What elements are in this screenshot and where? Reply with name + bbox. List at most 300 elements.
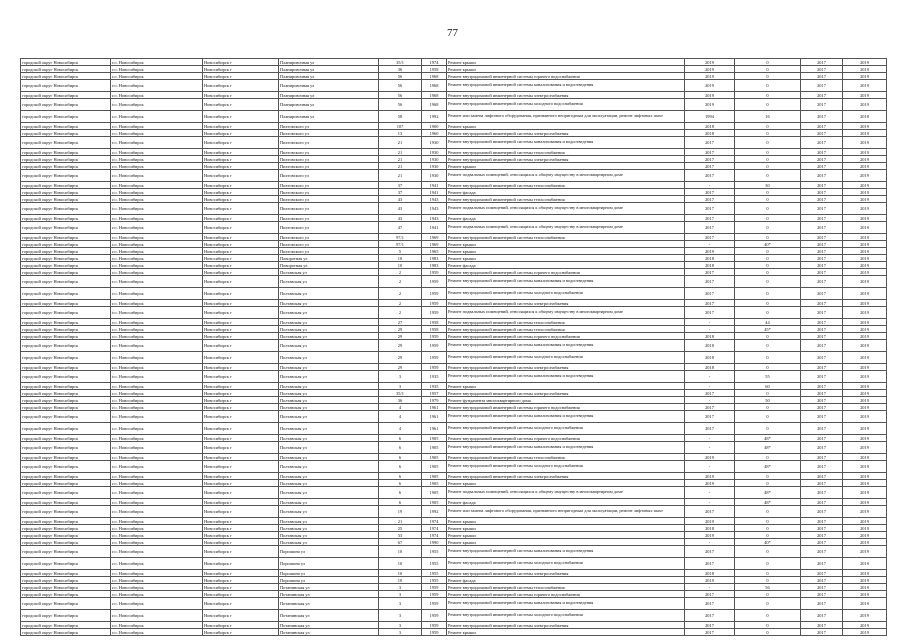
table-cell-plan-from: - [685, 435, 735, 442]
table-cell-district: городской округ Новосибирск [21, 598, 111, 610]
table-cell-city: Новосибирск г [203, 622, 279, 629]
table-cell-settlement: г.о. Новосибирск [111, 364, 203, 371]
table-cell-year: 1959 [422, 591, 447, 598]
table-row [21, 383, 887, 390]
table-cell-to: 2019 [843, 300, 887, 307]
table-cell-cost: 0 [735, 300, 801, 307]
table-row [21, 66, 887, 73]
table-cell-district: городской округ Новосибирск [21, 66, 111, 73]
table-cell-district: городской округ Новосибирск [21, 423, 111, 435]
table-row [21, 92, 887, 99]
table-cell-from: 2017 [801, 591, 843, 598]
table-cell-settlement: г.о. Новосибирск [111, 307, 203, 319]
table-cell-from: 2017 [801, 203, 843, 215]
table-cell-to: 2019 [843, 610, 887, 622]
table-cell-year: 1979 [422, 397, 447, 404]
table-cell-house: 2 [379, 276, 422, 288]
table-cell-work: Ремонт крыши [447, 241, 685, 248]
table-cell-year: 1992 [422, 111, 447, 123]
table-cell-street: Полтавская ул [279, 307, 379, 319]
table-cell-street: Потанинская ул [279, 629, 379, 636]
table-cell-district: городской округ Новосибирск [21, 149, 111, 156]
table-cell-from: 2017 [801, 248, 843, 255]
table-cell-street: Пихтовского ул [279, 222, 379, 234]
table-row [21, 59, 887, 66]
table-cell-to: 2019 [843, 59, 887, 66]
table-cell-city: Новосибирск г [203, 364, 279, 371]
table-cell-city: Новосибирск г [203, 248, 279, 255]
table-cell-year: 1958 [422, 326, 447, 333]
table-cell-from: 2017 [801, 435, 843, 442]
table-cell-year: 1983 [422, 255, 447, 262]
table-body [21, 59, 887, 636]
table-cell-settlement: г.о. Новосибирск [111, 371, 203, 383]
table-cell-from: 2017 [801, 99, 843, 111]
table-cell-street: Пихтовского ул [279, 196, 379, 203]
table-cell-city: Новосибирск г [203, 300, 279, 307]
table-cell-from: 2017 [801, 480, 843, 487]
table-cell-city: Новосибирск г [203, 570, 279, 577]
table-cell-work: Ремонт внутридомовой инженерной системы электроснабжения [447, 473, 685, 480]
table-cell-to: 2019 [843, 234, 887, 241]
table-row [21, 629, 887, 636]
table-cell-from: 2017 [801, 473, 843, 480]
table-cell-to: 2019 [843, 435, 887, 442]
table-cell-street: Пихтовского ул [279, 123, 379, 130]
table-cell-settlement: г.о. Новосибирск [111, 130, 203, 137]
table-cell-year: 1930 [422, 170, 447, 182]
table-cell-cost: 0 [735, 215, 801, 222]
table-cell-plan-from: 2018 [685, 364, 735, 371]
table-cell-settlement: г.о. Новосибирск [111, 584, 203, 591]
table-cell-from: 2017 [801, 189, 843, 196]
table-cell-district: городской округ Новосибирск [21, 269, 111, 276]
table-cell-district: городской округ Новосибирск [21, 487, 111, 499]
table-cell-cost: 0 [735, 262, 801, 269]
table-cell-from: 2017 [801, 546, 843, 558]
table-cell-from: 2017 [801, 499, 843, 506]
table-cell-plan-from: 2019 [685, 480, 735, 487]
table-cell-district: городской округ Новосибирск [21, 182, 111, 189]
table-cell-plan-from: 2017 [685, 404, 735, 411]
table-cell-house: 3 [379, 383, 422, 390]
table-cell-from: 2017 [801, 319, 843, 326]
table-cell-work: Ремонт внутридомовой инженерной системы канализования и водоотведения [447, 598, 685, 610]
table-cell-cost: 0 [735, 532, 801, 539]
table-cell-district: городской округ Новосибирск [21, 222, 111, 234]
table-cell-district: городской округ Новосибирск [21, 525, 111, 532]
table-cell-from: 2017 [801, 163, 843, 170]
table-cell-district: городской округ Новосибирск [21, 215, 111, 222]
table-cell-plan-from: 2017 [685, 276, 735, 288]
table-cell-from: 2017 [801, 610, 843, 622]
table-cell-to: 2019 [843, 73, 887, 80]
table-cell-year: 1955 [422, 558, 447, 570]
table-cell-work: Ремонт внутридомовой инженерной системы канализования и водоотведения [447, 546, 685, 558]
table-cell-plan-from: - [685, 383, 735, 390]
table-cell-district: городской округ Новосибирск [21, 241, 111, 248]
table-cell-year: 1969 [422, 241, 447, 248]
table-cell-from: 2017 [801, 156, 843, 163]
table-cell-cost: 0 [735, 473, 801, 480]
table-cell-from: 2017 [801, 622, 843, 629]
table-cell-house: 10 [379, 262, 422, 269]
table-cell-from: 2017 [801, 352, 843, 364]
table-cell-cost: 0 [735, 149, 801, 156]
table-row [21, 170, 887, 182]
table-row [21, 480, 887, 487]
table-cell-cost: 0 [735, 480, 801, 487]
table-cell-district: городской округ Новосибирск [21, 570, 111, 577]
table-cell-plan-from: 2019 [685, 454, 735, 461]
table-cell-street: Полтавская ул [279, 352, 379, 364]
table-cell-settlement: г.о. Новосибирск [111, 506, 203, 518]
table-cell-plan-from: - [685, 499, 735, 506]
table-cell-street: Полтавская ул [279, 499, 379, 506]
table-cell-cost: 0 [735, 66, 801, 73]
table-cell-settlement: г.о. Новосибирск [111, 241, 203, 248]
table-cell-from: 2017 [801, 423, 843, 435]
table-cell-cost: 48* [735, 487, 801, 499]
table-cell-from: 2017 [801, 411, 843, 423]
table-cell-from: 2017 [801, 170, 843, 182]
table-cell-house: 19 [379, 506, 422, 518]
table-cell-house: 2 [379, 307, 422, 319]
table-cell-year: 1943 [422, 203, 447, 215]
table-cell-settlement: г.о. Новосибирск [111, 525, 203, 532]
table-cell-from: 2017 [801, 333, 843, 340]
table-cell-city: Новосибирск г [203, 182, 279, 189]
table-cell-cost: 0 [735, 629, 801, 636]
table-cell-city: Новосибирск г [203, 397, 279, 404]
table-cell-plan-from: 2017 [685, 591, 735, 598]
table-cell-work: Ремонт крыши [447, 163, 685, 170]
table-cell-settlement: г.о. Новосибирск [111, 598, 203, 610]
table-cell-settlement: г.о. Новосибирск [111, 352, 203, 364]
table-row [21, 610, 887, 622]
table-cell-settlement: г.о. Новосибирск [111, 454, 203, 461]
table-cell-settlement: г.о. Новосибирск [111, 59, 203, 66]
table-cell-from: 2017 [801, 59, 843, 66]
table-cell-cost: 0 [735, 404, 801, 411]
table-cell-year: 1905 [422, 435, 447, 442]
table-cell-from: 2017 [801, 137, 843, 149]
table-cell-street: Пихтовского ул [279, 215, 379, 222]
table-cell-work: Ремонт внутридомовой инженерной системы канализования и водоотведения [447, 276, 685, 288]
table-cell-street: Потанинская ул [279, 610, 379, 622]
table-cell-year: 1968 [422, 99, 447, 111]
table-cell-to: 2019 [843, 404, 887, 411]
table-cell-district: городской округ Новосибирск [21, 248, 111, 255]
table-cell-to: 2019 [843, 598, 887, 610]
table-cell-district: городской округ Новосибирск [21, 111, 111, 123]
table-cell-plan-from: 1994 [685, 111, 735, 123]
table-cell-house: 29 [379, 352, 422, 364]
table-cell-from: 2017 [801, 539, 843, 546]
table-cell-district: городской округ Новосибирск [21, 300, 111, 307]
table-cell-from: 2017 [801, 111, 843, 123]
table-cell-to: 2019 [843, 203, 887, 215]
table-cell-district: городской округ Новосибирск [21, 532, 111, 539]
table-cell-house: 10 [379, 546, 422, 558]
table-cell-cost: 0 [735, 276, 801, 288]
table-cell-street: Планировочная ул [279, 66, 379, 73]
table-cell-plan-from: - [685, 241, 735, 248]
table-cell-settlement: г.о. Новосибирск [111, 196, 203, 203]
table-cell-city: Новосибирск г [203, 307, 279, 319]
table-cell-house: 37 [379, 182, 422, 189]
table-cell-cost: 56 [735, 584, 801, 591]
table-cell-city: Новосибирск г [203, 435, 279, 442]
table-cell-district: городской округ Новосибирск [21, 203, 111, 215]
table-cell-from: 2017 [801, 92, 843, 99]
table-cell-plan-from: 2017 [685, 546, 735, 558]
table-cell-to: 2019 [843, 364, 887, 371]
table-cell-city: Новосибирск г [203, 326, 279, 333]
table-cell-city: Новосибирск г [203, 269, 279, 276]
table-cell-year: 1905 [422, 487, 447, 499]
table-row [21, 149, 887, 156]
table-row [21, 319, 887, 326]
table-cell-house: 21 [379, 137, 422, 149]
table-cell-settlement: г.о. Новосибирск [111, 390, 203, 397]
table-cell-city: Новосибирск г [203, 189, 279, 196]
table-cell-house: 21 [379, 156, 422, 163]
table-cell-year: 1935 [422, 371, 447, 383]
table-cell-from: 2017 [801, 269, 843, 276]
table-cell-year: 1961 [422, 423, 447, 435]
table-cell-work: Ремонт внутридомовой инженерной системы электроснабжения [447, 364, 685, 371]
table-cell-plan-from: 2017 [685, 170, 735, 182]
table-cell-year: 1955 [422, 570, 447, 577]
table-cell-district: городской округ Новосибирск [21, 92, 111, 99]
table-cell-house: 3 [379, 591, 422, 598]
table-cell-city: Новосибирск г [203, 480, 279, 487]
table-cell-cost: 0 [735, 518, 801, 525]
table-row [21, 156, 887, 163]
table-cell-district: городской округ Новосибирск [21, 499, 111, 506]
table-cell-work: Ремонт внутридомовой инженерной системы теплоснабжения [447, 182, 685, 189]
table-cell-to: 2019 [843, 149, 887, 156]
table-row [21, 390, 887, 397]
table-cell-street: Пихтовского ул [279, 163, 379, 170]
table-cell-settlement: г.о. Новосибирск [111, 461, 203, 473]
table-row [21, 473, 887, 480]
table-cell-plan-from: 2019 [685, 80, 735, 92]
table-cell-to: 2019 [843, 80, 887, 92]
table-cell-to: 2019 [843, 390, 887, 397]
table-cell-work: Ремонт крыши [447, 248, 685, 255]
table-cell-city: Новосибирск г [203, 473, 279, 480]
table-row [21, 234, 887, 241]
table-cell-street: Пихтовского ул [279, 189, 379, 196]
table-row [21, 326, 887, 333]
table-cell-house: 36 [379, 66, 422, 73]
table-cell-district: городской округ Новосибирск [21, 390, 111, 397]
table-cell-work: Ремонт внутридомовой инженерной системы горячего водоснабжения [447, 591, 685, 598]
table-cell-year: 1958 [422, 66, 447, 73]
table-cell-city: Новосибирск г [203, 59, 279, 66]
table-cell-house: 6 [379, 461, 422, 473]
table-cell-year: 1900 [422, 123, 447, 130]
table-cell-cost: 0 [735, 598, 801, 610]
table-cell-plan-from: 2017 [685, 300, 735, 307]
table-cell-from: 2017 [801, 371, 843, 383]
table-cell-work: Ремонт внутридомовой инженерной системы холодного водоснабжения [447, 423, 685, 435]
table-row [21, 248, 887, 255]
table-cell-to: 2019 [843, 622, 887, 629]
table-cell-district: городской округ Новосибирск [21, 506, 111, 518]
table-cell-work: Ремонт внутридомовой инженерной системы холодного водоснабжения [447, 558, 685, 570]
table-cell-settlement: г.о. Новосибирск [111, 473, 203, 480]
table-cell-plan-from: 2017 [685, 506, 735, 518]
table-cell-year: 1941 [422, 182, 447, 189]
table-cell-city: Новосибирск г [203, 390, 279, 397]
table-cell-settlement: г.о. Новосибирск [111, 170, 203, 182]
table-row [21, 506, 887, 518]
table-cell-district: городской округ Новосибирск [21, 591, 111, 598]
table-cell-from: 2017 [801, 234, 843, 241]
table-row [21, 222, 887, 234]
table-row [21, 532, 887, 539]
table-cell-to: 2019 [843, 182, 887, 189]
document-table-wrap [20, 58, 886, 636]
table-cell-city: Новосибирск г [203, 487, 279, 499]
table-cell-city: Новосибирск г [203, 203, 279, 215]
table-cell-year: 1968 [422, 80, 447, 92]
table-cell-house: 25 [379, 525, 422, 532]
table-cell-plan-from: 2017 [685, 234, 735, 241]
table-cell-to: 2018 [843, 111, 887, 123]
table-cell-work: Ремонт подвальных помещений, относящихся к общему имуществу в многоквартирном доме [447, 222, 685, 234]
table-row [21, 352, 887, 364]
table-cell-settlement: г.о. Новосибирск [111, 111, 203, 123]
table-cell-street: Полтавская ул [279, 480, 379, 487]
table-cell-district: городской округ Новосибирск [21, 333, 111, 340]
table-cell-from: 2017 [801, 558, 843, 570]
table-cell-to: 2019 [843, 222, 887, 234]
table-cell-to: 2019 [843, 288, 887, 300]
table-cell-work: Ремонт внутридомовой инженерной системы горячего водоснабжения [447, 269, 685, 276]
table-cell-street: Полтавская ул [279, 423, 379, 435]
table-cell-district: городской округ Новосибирск [21, 137, 111, 149]
table-cell-plan-from: 2017 [685, 163, 735, 170]
table-cell-settlement: г.о. Новосибирск [111, 222, 203, 234]
table-cell-house: 21 [379, 149, 422, 156]
table-cell-cost: 0 [735, 333, 801, 340]
table-cell-from: 2017 [801, 525, 843, 532]
table-cell-year: 1959 [422, 340, 447, 352]
table-cell-settlement: г.о. Новосибирск [111, 423, 203, 435]
table-cell-work: Ремонт внутридомовой инженерной системы горячего водоснабжения [447, 333, 685, 340]
table-cell-year: 1905 [422, 454, 447, 461]
table-cell-city: Новосибирск г [203, 591, 279, 598]
table-cell-work: Ремонт внутридомовой инженерной системы электроснабжения [447, 130, 685, 137]
table-cell-from: 2017 [801, 255, 843, 262]
table-cell-city: Новосибирск г [203, 196, 279, 203]
table-cell-district: городской округ Новосибирск [21, 546, 111, 558]
table-cell-street: Потанинская ул [279, 591, 379, 598]
table-cell-work: Ремонт внутридомовой инженерной системы теплоснабжения [447, 326, 685, 333]
table-cell-work: Ремонт крыши [447, 518, 685, 525]
table-cell-house: 21 [379, 170, 422, 182]
table-row [21, 577, 887, 584]
table-cell-plan-from: 2017 [685, 196, 735, 203]
table-cell-district: городской округ Новосибирск [21, 130, 111, 137]
table-cell-plan-from: 2017 [685, 411, 735, 423]
table-cell-district: городской округ Новосибирск [21, 196, 111, 203]
table-cell-cost: 40* [735, 241, 801, 248]
table-cell-from: 2017 [801, 570, 843, 577]
table-row [21, 130, 887, 137]
table-cell-year: 1905 [422, 461, 447, 473]
table-cell-plan-from: 2017 [685, 390, 735, 397]
table-cell-house: 56 [379, 80, 422, 92]
table-cell-house: 3 [379, 584, 422, 591]
table-cell-street: Планировочная ул [279, 80, 379, 92]
table-cell-house: 3 [379, 610, 422, 622]
table-cell-from: 2017 [801, 262, 843, 269]
table-cell-district: городской округ Новосибирск [21, 163, 111, 170]
table-cell-house: 6 [379, 487, 422, 499]
table-cell-city: Новосибирск г [203, 99, 279, 111]
table-cell-settlement: г.о. Новосибирск [111, 442, 203, 454]
table-cell-from: 2017 [801, 196, 843, 203]
table-cell-work: Ремонт внутридомовой инженерной системы холодного водоснабжения [447, 610, 685, 622]
page-number: 77 [447, 27, 458, 39]
table-cell-street: Полтавская ул [279, 404, 379, 411]
table-cell-street: Потанинская ул [279, 622, 379, 629]
table-cell-to: 2019 [843, 248, 887, 255]
table-cell-plan-from: 2018 [685, 255, 735, 262]
table-cell-plan-from: 2017 [685, 598, 735, 610]
table-cell-to: 2019 [843, 629, 887, 636]
table-cell-cost: 0 [735, 546, 801, 558]
table-cell-work: Ремонт внутридомовой инженерной системы горячего водоснабжения [447, 404, 685, 411]
table-cell-work: Ремонт фундамента многоквартирного дома [447, 397, 685, 404]
table-row [21, 364, 887, 371]
table-cell-cost: 0 [735, 506, 801, 518]
table-cell-district: городской округ Новосибирск [21, 262, 111, 269]
table-cell-plan-from: - [685, 319, 735, 326]
table-cell-cost: 48* [735, 442, 801, 454]
table-cell-street: Полтавская ул [279, 435, 379, 442]
table-cell-district: городской округ Новосибирск [21, 189, 111, 196]
table-cell-plan-from: 2017 [685, 629, 735, 636]
table-cell-plan-from: 2018 [685, 340, 735, 352]
table-cell-plan-from: 2018 [685, 525, 735, 532]
table-cell-street: Потанинская ул [279, 584, 379, 591]
table-cell-settlement: г.о. Новосибирск [111, 203, 203, 215]
table-cell-city: Новосибирск г [203, 546, 279, 558]
table-cell-from: 2017 [801, 215, 843, 222]
table-cell-street: Порошина ул [279, 577, 379, 584]
table-cell-year: 1955 [422, 546, 447, 558]
table-cell-street: Полтавская ул [279, 454, 379, 461]
table-cell-cost: 0 [735, 92, 801, 99]
table-cell-to: 2019 [843, 506, 887, 518]
table-row [21, 123, 887, 130]
table-row [21, 371, 887, 383]
table-row [21, 461, 887, 473]
table-cell-district: городской округ Новосибирск [21, 480, 111, 487]
table-cell-house: 5 [379, 248, 422, 255]
table-cell-to: 2019 [843, 215, 887, 222]
table-cell-cost: 16 [735, 111, 801, 123]
table-cell-plan-from: - [685, 182, 735, 189]
table-cell-street: Поворотная ул [279, 262, 379, 269]
table-cell-street: Полтавская ул [279, 390, 379, 397]
